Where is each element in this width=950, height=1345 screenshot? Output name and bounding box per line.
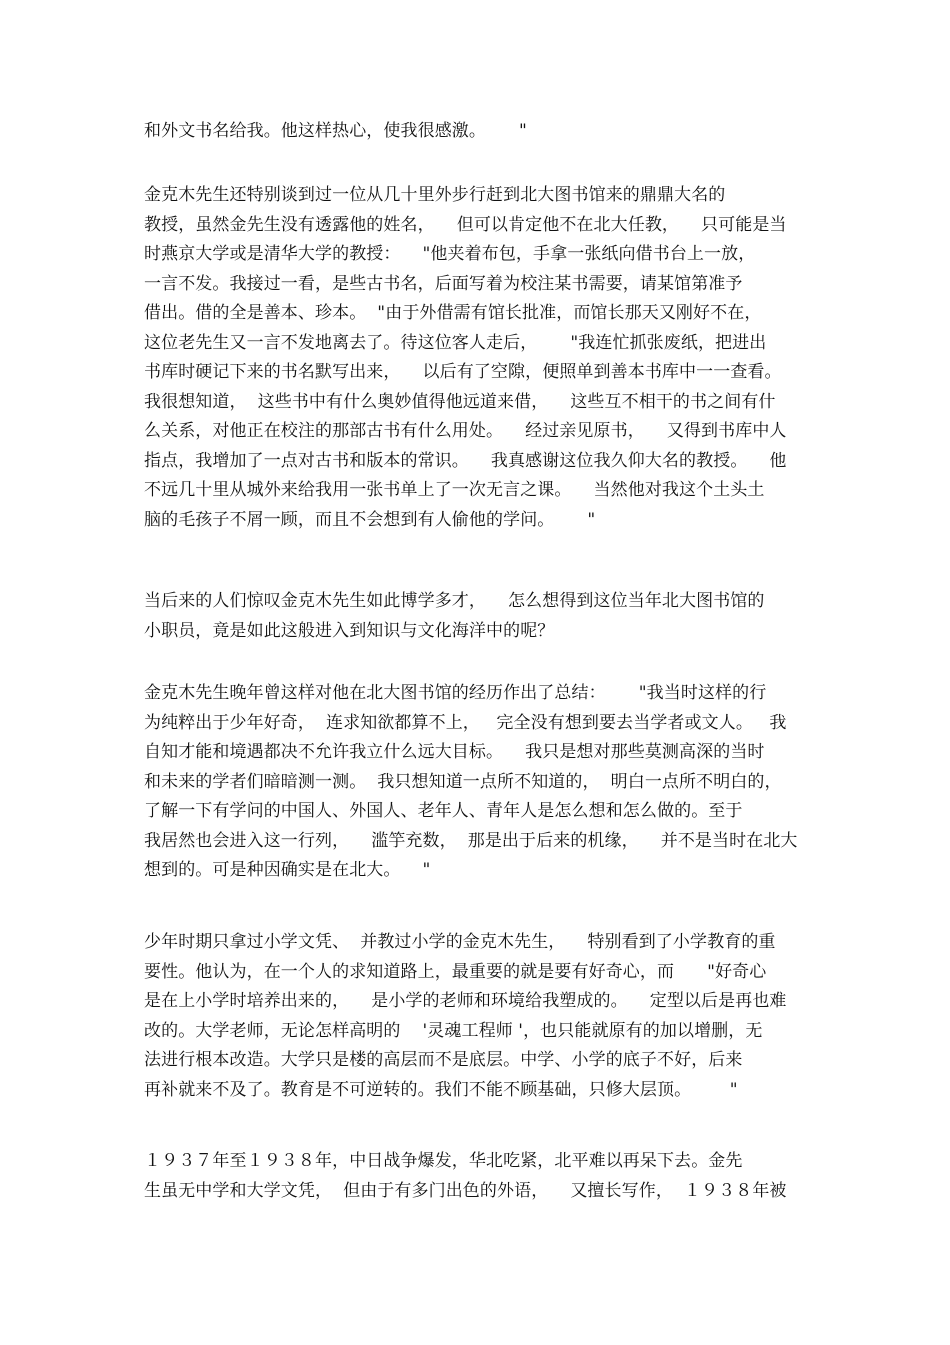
text-line: 当后来的人们惊叹金克木先生如此博学多才， 怎么想得到这位当年北大图书馆的 xyxy=(144,591,765,611)
text-line: 么关系，对他正在校注的那部古书有什么用处。 经过亲见原书， 又得到书库中人 xyxy=(144,421,787,441)
text-line: 和外文书名给我。他这样热心，使我很感激。 " xyxy=(144,121,527,141)
paragraph-5 xyxy=(144,928,824,1105)
text-line: 指点，我增加了一点对古书和版本的常识。 我真感谢这位我久仰大名的教授。 他 xyxy=(144,450,787,471)
text-line: １９３７年至１９３８年，中日战争爆发，华北吃紧，北平难以再呆下去。金先 xyxy=(144,1151,743,1171)
text-line: 少年时期只拿过小学文凭、 并教过小学的金克木先生， 特别看到了小学教育的重 xyxy=(144,932,776,952)
paragraph-2 xyxy=(144,181,824,535)
text-line: 书库时硬记下来的书名默写出来， 以后有了空隙，便照单到善本书库中一一查看。 xyxy=(144,362,782,382)
text-line: 不远几十里从城外来给我用一张书单上了一次无言之课。 当然他对我这个土头土 xyxy=(144,480,765,500)
text-line: 脑的毛孩子不屑一顾，而且不会想到有人偷他的学问。 " xyxy=(144,509,596,530)
text-line: 为纯粹出于少年好奇， 连求知欲都算不上， 完全没有想到要去当学者或文人。 我 xyxy=(144,712,787,733)
text-line: 法进行根本改造。大学只是楼的高层而不是底层。中学、小学的底子不好，后来 xyxy=(144,1050,743,1070)
text-line: 想到的。可是种因确实是在北大。 " xyxy=(144,860,431,880)
text-line: 小职员，竟是如此这般进入到知识与文化海洋中的呢？ xyxy=(144,620,555,641)
text-line: 改的。大学老师，无论怎样高明的 '灵魂工程师 '，也只能就原有的加以增删，无 xyxy=(144,1020,763,1041)
text-line: 借出。借的全是善本、珍本。 "由于外借需有馆长批准，而馆长那天又刚好不在， xyxy=(144,303,762,323)
text-line: 要性。他认为，在一个人的求知道路上，最重要的就是要有好奇心，而 "好奇心 xyxy=(144,961,767,982)
paragraph-3 xyxy=(144,587,824,646)
text-line: 这位老先生又一言不发地离去了。待这位客人走后， "我连忙抓张废纸，把进出 xyxy=(144,332,767,353)
text-line: 金克木先生还特别谈到过一位从几十里外步行赶到北大图书馆来的鼎鼎大名的 xyxy=(144,185,726,205)
text-line: 我居然也会进入这一行列， 滥竽充数， 那是出于后来的机缘， 并不是当时在北大 xyxy=(144,830,798,851)
paragraph-4 xyxy=(144,679,824,886)
text-line: 再补就来不及了。教育是不可逆转的。我们不能不顾基础，只修大层顶。 " xyxy=(144,1079,738,1100)
paragraph-6 xyxy=(144,1147,824,1206)
text-line: 生虽无中学和大学文凭， 但由于有多门出色的外语， 又擅长写作， １９３８年被 xyxy=(144,1180,787,1201)
text-line: 一言不发。我接过一看，是些古书名，后面写着为校注某书需要，请某馆第准予 xyxy=(144,273,743,294)
text-line: 自知才能和境遇都决不允许我立什么远大目标。 我只是想对那些莫测高深的当时 xyxy=(144,742,765,762)
text-line: 是在上小学时培养出来的， 是小学的老师和环境给我塑成的。 定型以后是再也难 xyxy=(144,991,787,1011)
paragraph-1 xyxy=(144,117,824,147)
text-line: 我很想知道， 这些书中有什么奥妙值得他远道来借， 这些互不相干的书之间有什 xyxy=(144,391,776,412)
text-line: 时燕京大学或是清华大学的教授： "他夹着布包，手拿一张纸向借书台上一放， xyxy=(144,244,756,264)
text-line: 和未来的学者们暗暗测一测。 我只想知道一点所不知道的， 明白一点所不明白的， xyxy=(144,771,782,792)
text-line: 金克木先生晚年曾这样对他在北大图书馆的经历作出了总结： "我当时这样的行 xyxy=(144,683,767,703)
text-line: 了解一下有学问的中国人、外国人、老年人、青年人是怎么想和怎么做的。至于 xyxy=(144,801,743,821)
text-line: 教授，虽然金先生没有透露他的姓名， 但可以肯定他不在北大任教， 只可能是当 xyxy=(144,214,787,235)
